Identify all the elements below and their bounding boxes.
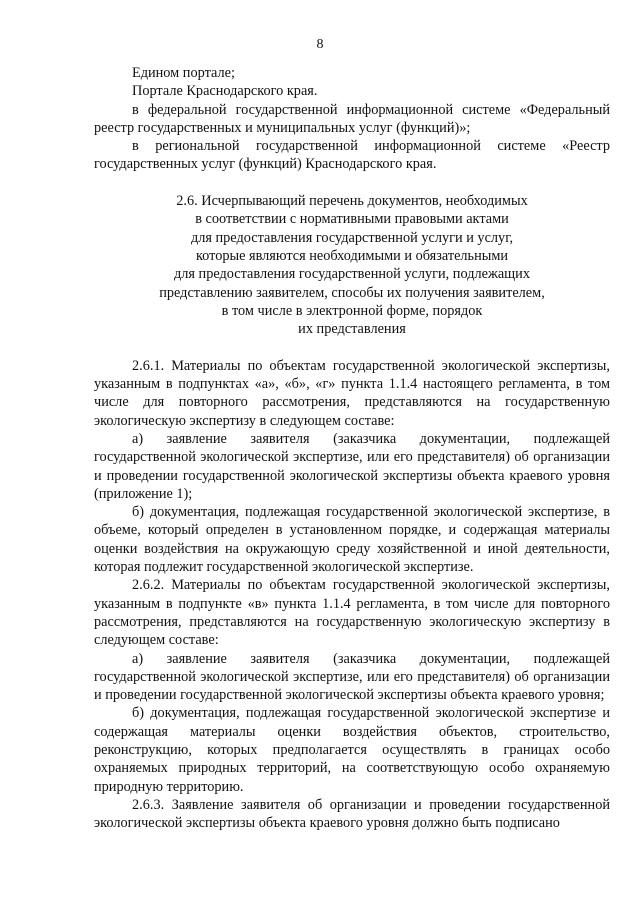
intro-line: Портале Краснодарского края. xyxy=(132,83,318,100)
paragraph: а) заявление заявителя (заказчика документации, подлежащей государственной экологической экспертизе, или его представителя) об организации и проведении государственной экологической экспертизы объекта краевого уровня; xyxy=(94,650,610,704)
paragraph: 2.6.3. Заявление заявителя об организации и проведении государственной экологической экспертизы объекта краевого уровня должно быть подписано xyxy=(94,796,610,832)
document-body xyxy=(94,64,610,832)
paragraph: б) документация, подлежащая государственной экологической экспертизе и содержащая материалы оценки воздействия объектов, строительство, реконструкцию, которых предполагается осуществлять в границах особо охраняемых природных территорий, на соответствующую особо охраняемую природную территорию. xyxy=(94,705,610,795)
spacer xyxy=(94,174,610,192)
heading-line: их представления xyxy=(298,321,406,338)
heading-line: для предоставления государственной услуги и услуг, xyxy=(190,229,514,246)
heading-line: в соответствии с нормативными правовыми актами xyxy=(195,211,509,228)
paragraph: а) заявление заявителя (заказчика документации, подлежащей государственной экологической экспертизе, или его представителя) об организации и проведении государственной экологической экспертизы объекта краевого уровня (приложение 1); xyxy=(94,430,610,502)
heading-line: 2.6. Исчерпывающий перечень документов, необходимых xyxy=(176,193,528,210)
heading-line: в том числе в электронной форме, порядок xyxy=(221,302,483,319)
spacer xyxy=(94,338,610,356)
heading-line: которые являются необходимыми и обязательными xyxy=(195,247,509,264)
heading-line: для предоставления государственной услуги, подлежащих xyxy=(174,266,530,283)
page-number: 8 xyxy=(316,37,324,52)
paragraph: 2.6.2. Материалы по объектам государственной экологической экспертизы, указанным в подпункте «в» пункта 1.1.4 регламента, в том числе для повторного рассмотрения, представляются на государственную экологическую экспертизу в следующем составе: xyxy=(94,577,610,649)
paragraph: б) документация, подлежащая государственной экологической экспертизе, в объеме, который определен в установленном порядке, и содержащая материалы оценки воздействия на окружающую среду хозяйственной и иной деятельности, которая подлежит государственной экологической экспертизе. xyxy=(94,504,610,576)
intro-line: Едином портале; xyxy=(132,65,235,81)
paragraph: в региональной государственной информационной системе «Реестр государственных услуг (функций) Краснодарского края. xyxy=(94,138,610,173)
heading-line: представлению заявителем, способы их получения заявителем, xyxy=(159,284,545,301)
paragraph: в федеральной государственной информационной системе «Федеральный реестр государственных и муниципальных услуг (функций)»; xyxy=(94,101,610,136)
paragraph: 2.6.1. Материалы по объектам государственной экологической экспертизы, указанным в подпунктах «а», «б», «г» пункта 1.1.4 настоящего регламента, в том числе для повторного рассмотрения, представляются на государственную экологическую экспертизу в следующем составе: xyxy=(94,357,610,429)
section-heading xyxy=(94,192,610,338)
